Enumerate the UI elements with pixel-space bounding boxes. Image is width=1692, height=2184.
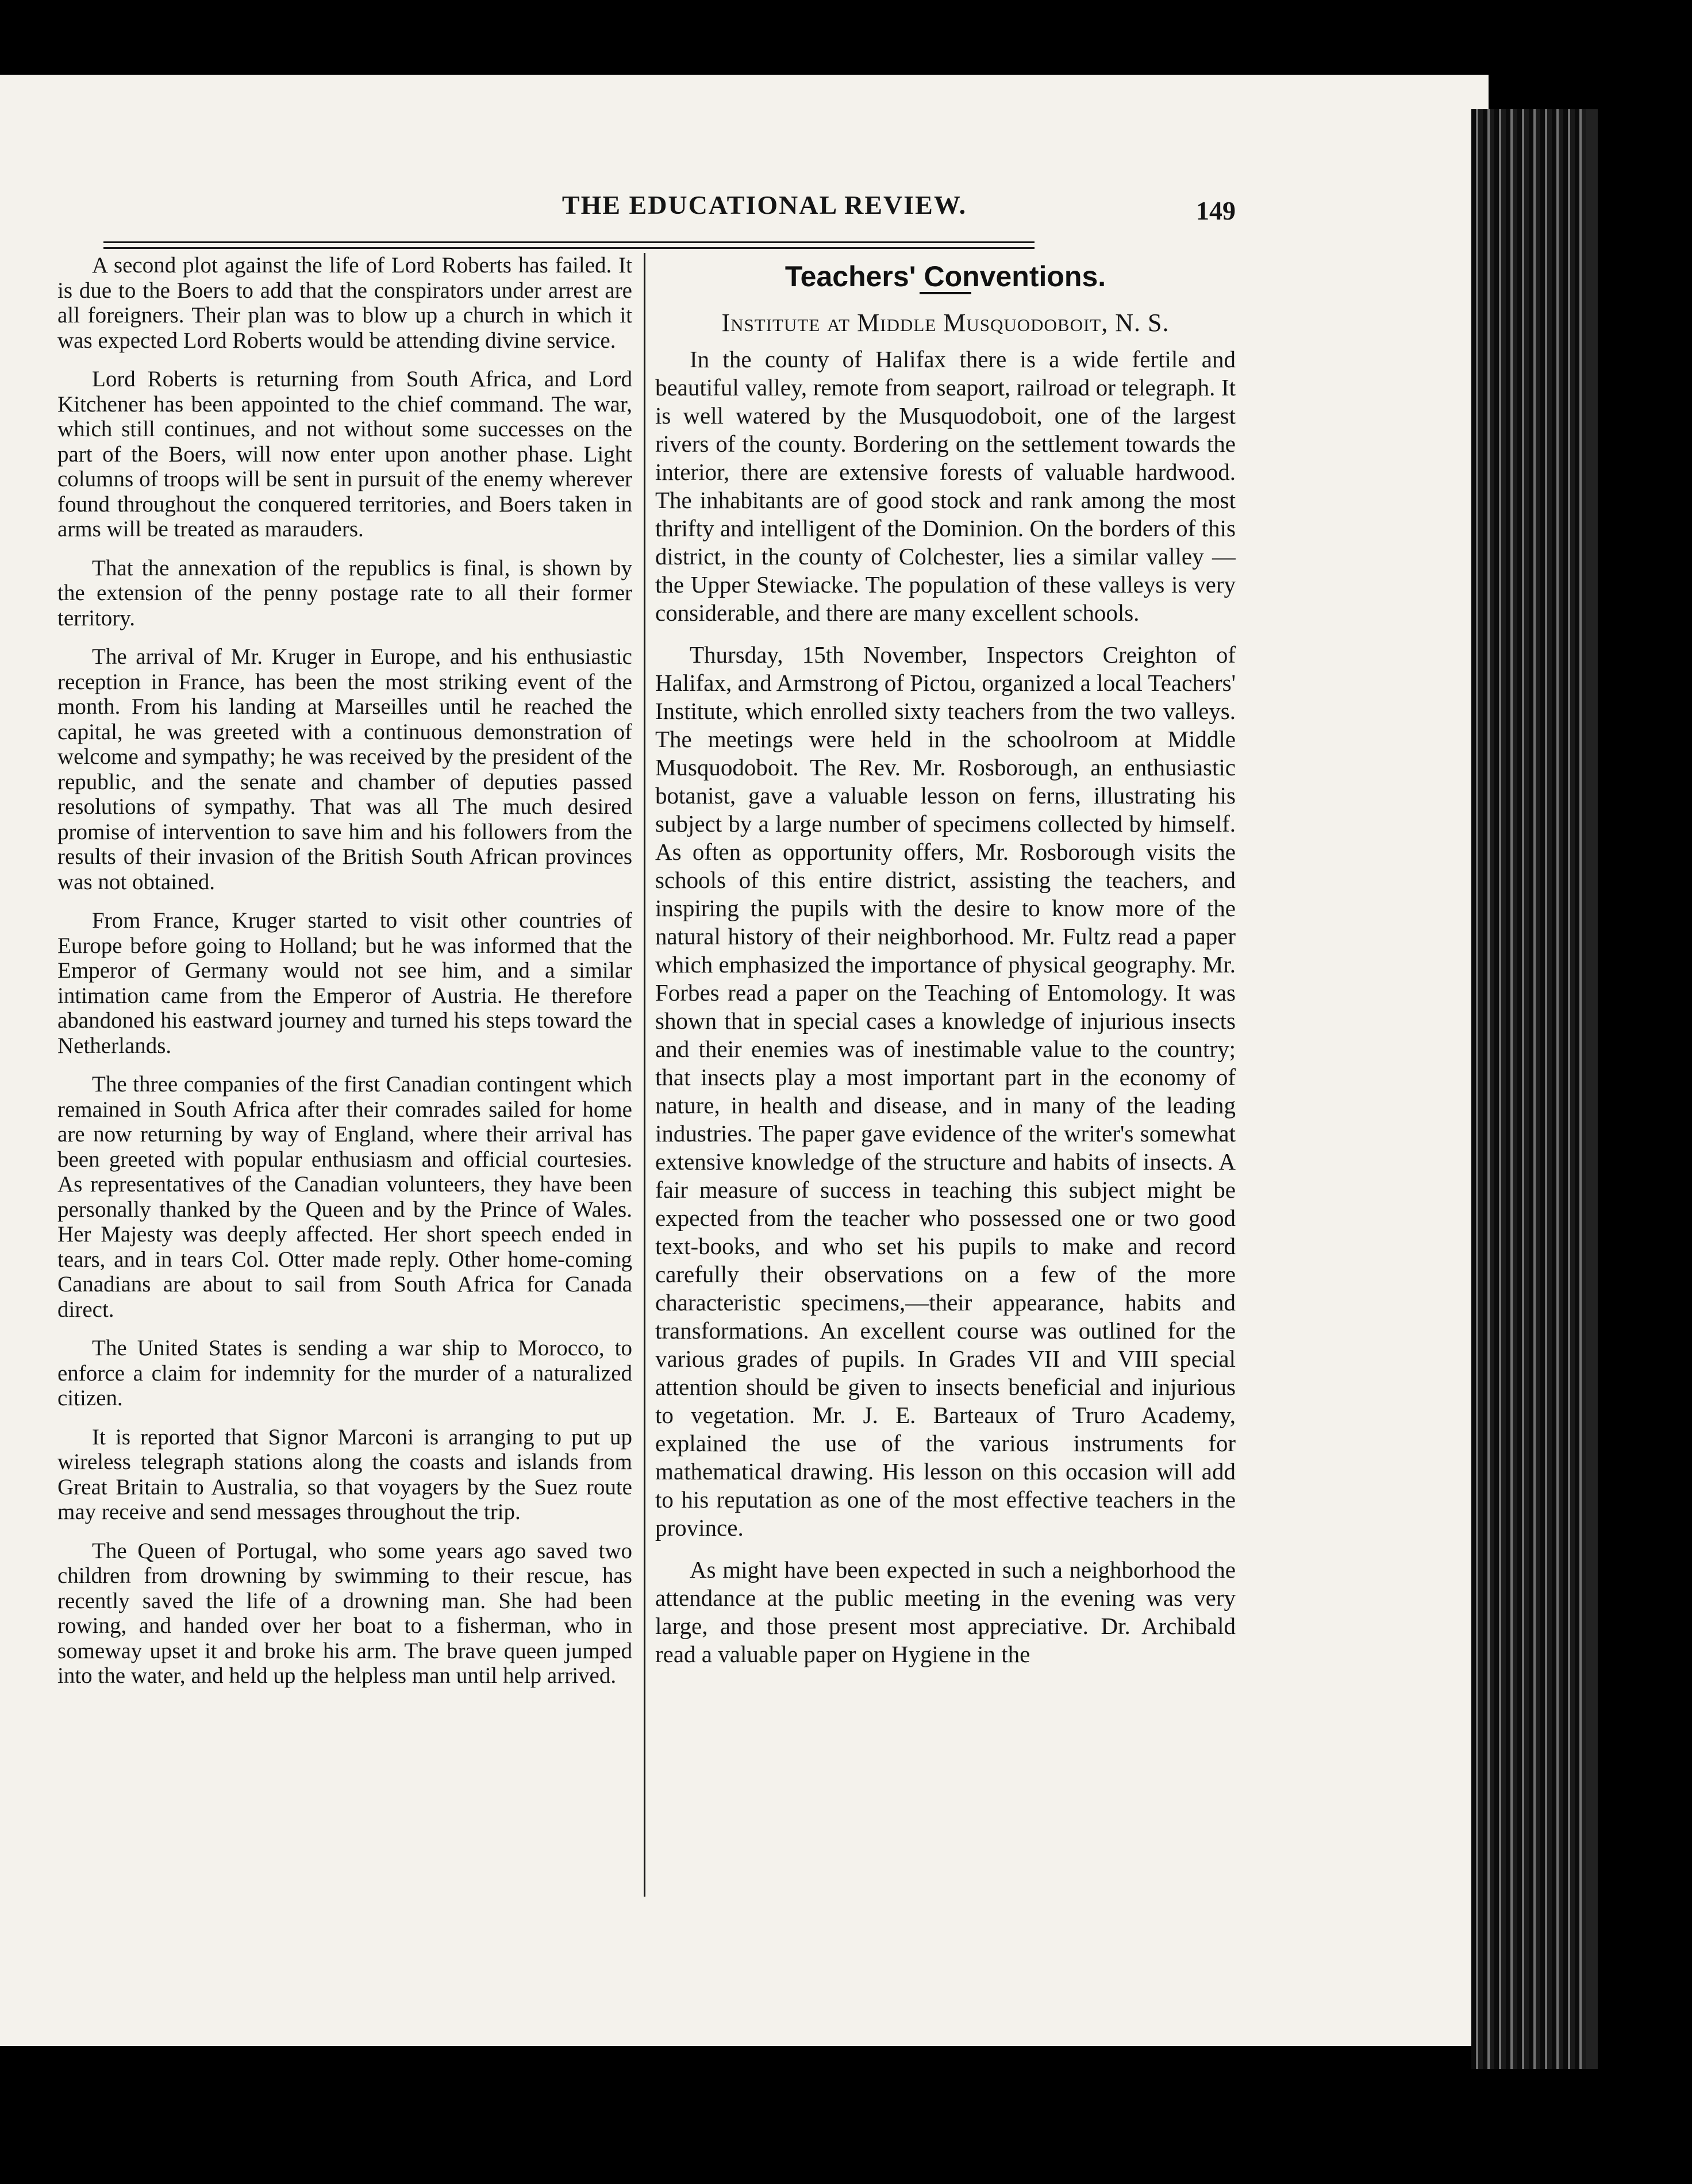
paragraph: The Queen of Portugal, who some years ago saved two children from drowning by swimming to their rescue, has recently saved the life of a drowning man. She had been rowing, and handed over her boat to a fisherman, who in someway upset it and broke his arm. The brave queen jumped into the water, and held up the helpless man until help arrived. [57,1538,632,1688]
page-number: 149 [1196,196,1236,225]
paragraph: The arrival of Mr. Kruger in Europe, and his enthusiastic reception in France, has been the most striking event of the month. From his landing at Marseilles until he reached the capital, he was greeted with a continuous demonstration of welcome and sympathy; he was received by the president of the republic, and the senate and chamber of deputies passed resolutions of sympathy. That was all The much desired promise of intervention to save him and his followers from the results of their invasion of the British South African provinces was not obtained. [57,644,632,894]
right-column [655,253,1236,1897]
section-title: Teachers' Conventions. [785,260,1106,293]
paragraph: From France, Kruger started to visit other countries of Europe before going to Holland; but he was informed that the Emperor of Germany would not see him, and a similar intimation came from the Emperor of Austria. He therefore abandoned his eastward journey and turned his steps toward the Netherlands. [57,908,632,1058]
paragraph: The three companies of the first Canadian contingent which remained in South Africa after their comrades sailed for home are now returning by way of England, where their arrival has been greeted with popular enthusiasm and official courtesies. As representatives of the Canadian volunteers, they have been personally thanked by the Queen and by the Prince of Wales. Her Majesty was deeply affected. Her short speech ended in tears, and in tears Col. Otter made reply. Other home-coming Canadians are about to sail from South Africa for Canada direct. [57,1072,632,1322]
left-column [57,253,632,1897]
paragraph: A second plot against the life of Lord Roberts has failed. It is due to the Boers to add that the conspirators under arrest are all foreigners. Their plan was to blow up a church in which it was expected Lord Roberts would be attending divine service. [57,253,632,353]
paragraph: In the county of Halifax there is a wide fertile and beautiful valley, remote from seaport, railroad or telegraph. It is well watered by the Musquodoboit, one of the largest rivers of the county. Bordering on the settlement towards the interior, there are extensive forests of valuable hardwood. The inhabitants are of good stock and rank among the most thrifty and intelligent of the Dominion. On the borders of this district, in the county of Colchester, lies a similar valley — the Upper Stewiacke. The population of these valleys is very considerable, and there are many excellent schools. [655,346,1236,626]
paragraph: It is reported that Signor Marconi is arranging to put up wireless telegraph stations along the coasts and islands from Great Britain to Australia, so that voyagers by the Suez route may receive and send messages throughout the trip. [57,1424,632,1524]
section-subtitle: Institute at Middle Musquodoboit, N. S. [721,308,1170,337]
paragraph: Lord Roberts is returning from South Africa, and Lord Kitchener has been appointed to the chief command. The war, which still continues, and not without some successes on the part of the Boers, will now enter upon another phase. Light columns of troops will be sent in pursuit of the enemy wherever found throughout the conquered territories, and Boers taken in arms will be treated as marauders. [57,367,632,541]
paragraph: As might have been expected in such a neighborhood the attendance at the public meeting in the evening was very large, and those present most appreciative. Dr. Archibald read a valuable paper on Hygiene in the [655,1556,1236,1667]
book-binding-edge [1586,109,1598,2069]
header-rule [103,241,1035,243]
paragraph: The United States is sending a war ship to Morocco, to enforce a claim for indemnity for the murder of a naturalized citizen. [57,1336,632,1410]
page-header [103,190,1236,241]
paragraph: That the annexation of the republics is final, is shown by the extension of the penny postage rate to all their former territory. [57,555,632,630]
book-binding [1471,109,1586,2069]
column-divider [644,253,645,1897]
running-title: THE EDUCATIONAL REVIEW. [562,190,967,220]
paragraph: Thursday, 15th November, Inspectors Creighton of Halifax, and Armstrong of Pictou, organized a local Teachers' Institute, which enrolled sixty teachers from the two valleys. The meetings were held in the schoolroom at Middle Musquodoboit. The Rev. Mr. Rosborough, an enthusiastic botanist, gave a valuable lesson on ferns, illustrating his subject by a large number of specimens collected by himself. As often as opportunity offers, Mr. Rosborough visits the schools of this entire district, assisting the teachers, and inspiring the pupils with the desire to know more of the natural history of their neighborhood. Mr. Fultz read a paper which emphasized the importance of physical geography. Mr. Forbes read a paper on the Teaching of Entomology. It was shown that in special cases a knowledge of injurious insects and their enemies was of inestimable value to the country; that insects play a most important part in the economy of nature, in health and disease, and in many of the leading industries. The paper gave evidence of the writer's somewhat extensive knowledge of the structure and habits of insects. A fair measure of success in teaching this subject might be expected from the teacher who possessed one or two good text-books, and who set his pupils to make and record carefully their observations on a few of the more characteristic specimens,—their appearance, habits and transformations. An excellent course was outlined for the various grades of pupils. In Grades VII and VIII special attention should be given to insects beneficial and injurious to vegetation. Mr. J. E. Barteaux of Truro Academy, explained the use of the various instruments for mathematical drawing. His lesson on this occasion will add to his reputation as one of the most effective teachers in the province. [655,641,1236,1541]
header-rule-double [103,247,1035,249]
